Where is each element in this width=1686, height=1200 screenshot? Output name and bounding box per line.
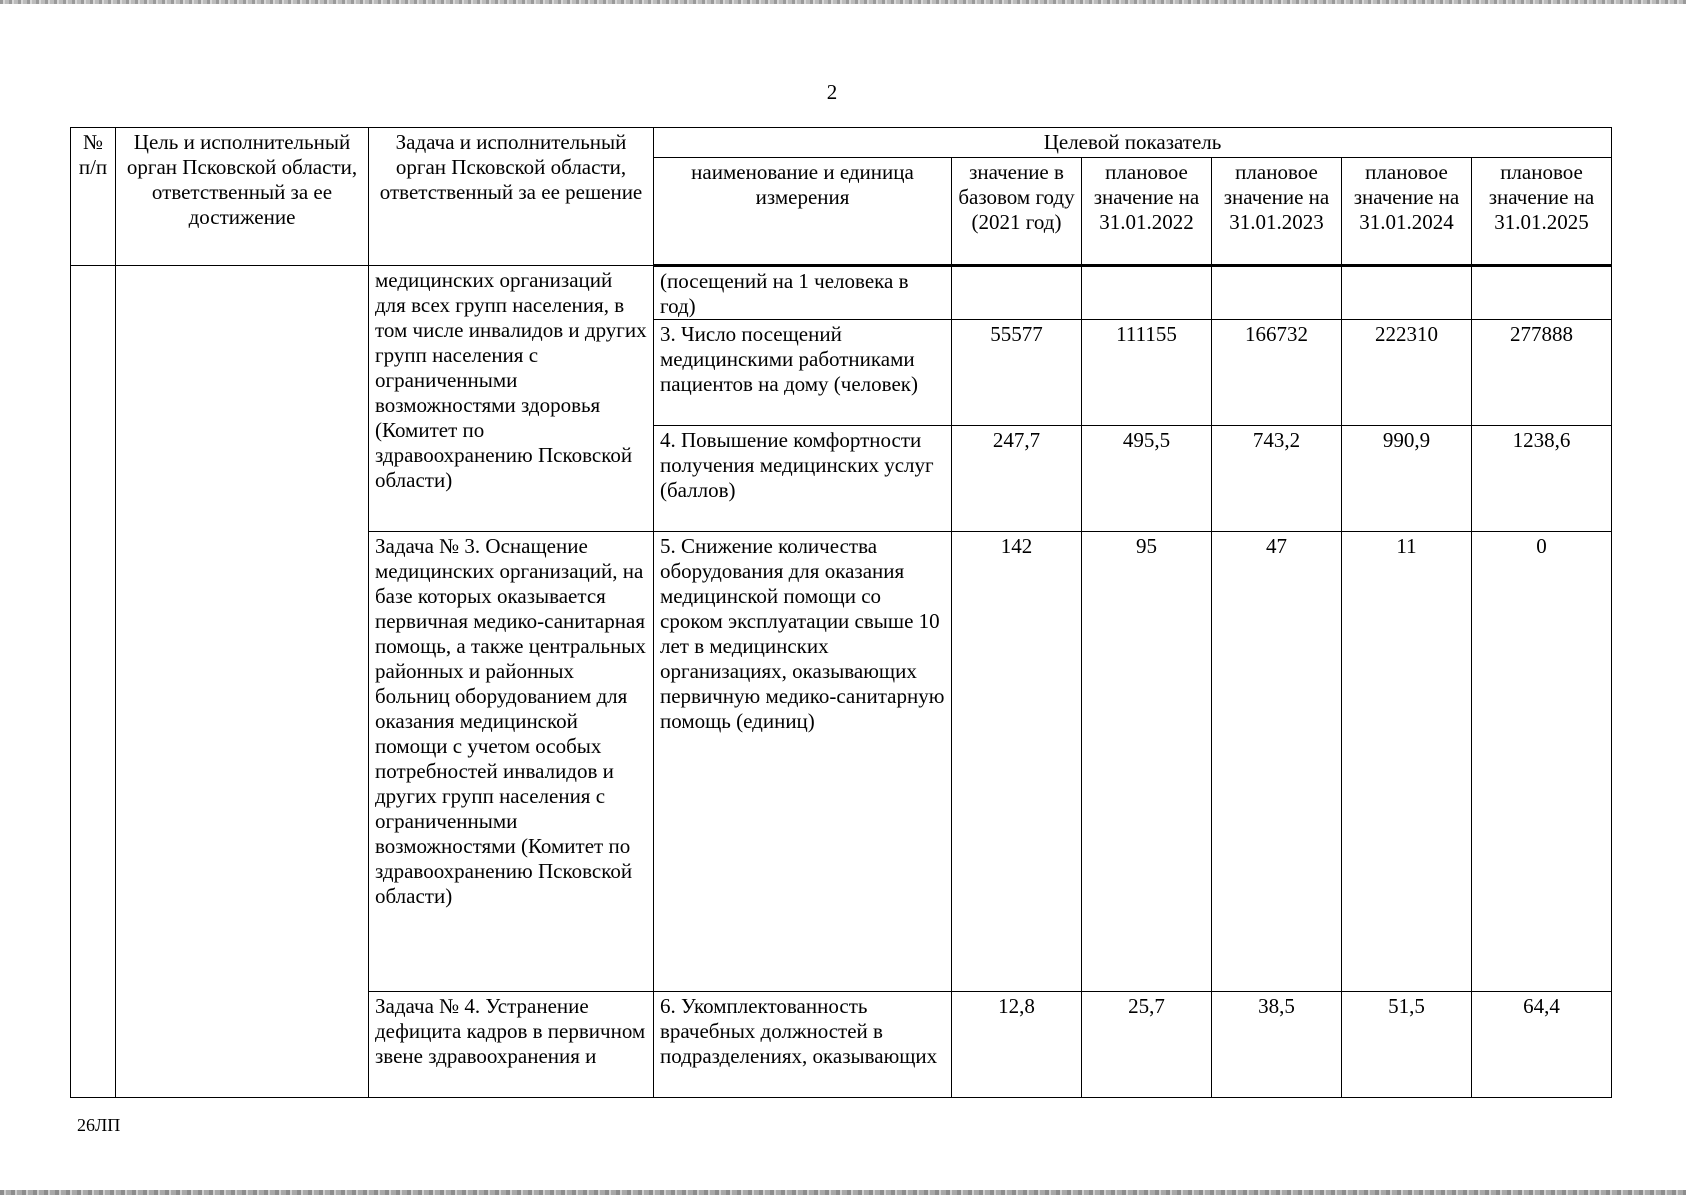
indicator-cell: (посещений на 1 человека в год) (654, 266, 952, 320)
base-value-cell: 12,8 (952, 992, 1082, 1098)
base-value-cell: 55577 (952, 320, 1082, 426)
base-value-cell: 142 (952, 532, 1082, 992)
value-cell (952, 266, 1082, 320)
indicator-cell: 3. Число посещений медицинскими работниками пациентов на дому (человек) (654, 320, 952, 426)
scan-edge-bottom (0, 1190, 1686, 1195)
header-task: Задача и исполнительный орган Псковской области, ответственный за ее решение (369, 128, 654, 266)
plan-2022-cell: 495,5 (1082, 426, 1212, 532)
plan-2024-cell: 51,5 (1342, 992, 1472, 1098)
header-goal: Цель и исполнительный орган Псковской области, ответственный за ее достижение (116, 128, 369, 266)
value-cell (1342, 266, 1472, 320)
plan-2025-cell: 0 (1472, 532, 1612, 992)
value-cell (1212, 266, 1342, 320)
indicator-cell: 4. Повышение комфортности получения медицинских услуг (баллов) (654, 426, 952, 532)
header-num: № п/п (71, 128, 116, 266)
plan-2024-cell: 11 (1342, 532, 1472, 992)
value-cell (1082, 266, 1212, 320)
footer-document-code: 26ЛП (77, 1115, 121, 1135)
plan-2025-cell: 1238,6 (1472, 426, 1612, 532)
task-cell-continued: медицинских организаций для всех групп населения, в том числе инвалидов и других групп населения с ограниченными возможностями здоровья (Комитет по здравоохранению Псковской области) (369, 266, 654, 532)
page-number: 2 (826, 80, 838, 104)
plan-2022-cell: 95 (1082, 532, 1212, 992)
indicator-cell: 5. Снижение количества оборудования для оказания медицинской помощи со сроком эксплуатации свыше 10 лет в медицинских организациях, оказывающих первичную медико-санитарную помощь (единиц) (654, 532, 952, 992)
base-value-cell: 247,7 (952, 426, 1082, 532)
plan-2023-cell: 47 (1212, 532, 1342, 992)
plan-2023-cell: 166732 (1212, 320, 1342, 426)
goal-cell (116, 266, 369, 1098)
header-target-indicator: Целевой показатель (654, 128, 1612, 158)
plan-2024-cell: 222310 (1342, 320, 1472, 426)
indicator-cell: 6. Укомплектованность врачебных должностей в подразделениях, оказывающих (654, 992, 952, 1098)
plan-2023-cell: 38,5 (1212, 992, 1342, 1098)
table-row (71, 266, 1612, 320)
indicators-table (70, 127, 1612, 1098)
header-indicator-name: наименование и единица измерения (654, 158, 952, 266)
task-cell: Задача № 4. Устранение дефицита кадров в первичном звене здравоохранения и (369, 992, 654, 1098)
plan-2022-cell: 111155 (1082, 320, 1212, 426)
value-cell (1472, 266, 1612, 320)
plan-2024-cell: 990,9 (1342, 426, 1472, 532)
plan-2022-cell: 25,7 (1082, 992, 1212, 1098)
header-plan-2024: плановое значение на 31.01.2024 (1342, 158, 1472, 266)
header-plan-2022: плановое значение на 31.01.2022 (1082, 158, 1212, 266)
plan-2023-cell: 743,2 (1212, 426, 1342, 532)
plan-2025-cell: 64,4 (1472, 992, 1612, 1098)
header-plan-2023: плановое значение на 31.01.2023 (1212, 158, 1342, 266)
header-plan-2025: плановое значение на 31.01.2025 (1472, 158, 1612, 266)
plan-2025-cell: 277888 (1472, 320, 1612, 426)
header-base-value: значение в базовом году (2021 год) (952, 158, 1082, 266)
num-cell (71, 266, 116, 1098)
task-cell: Задача № 3. Оснащение медицинских организаций, на базе которых оказывается первичная медико-санитарная помощь, а также центральных районных и районных больниц оборудованием для оказания медицинской помощи с учетом особых потребностей инвалидов и других групп населения с ограниченными возможностями (Комитет по здравоохранению Псковской области) (369, 532, 654, 992)
scan-edge-top (0, 0, 1686, 4)
